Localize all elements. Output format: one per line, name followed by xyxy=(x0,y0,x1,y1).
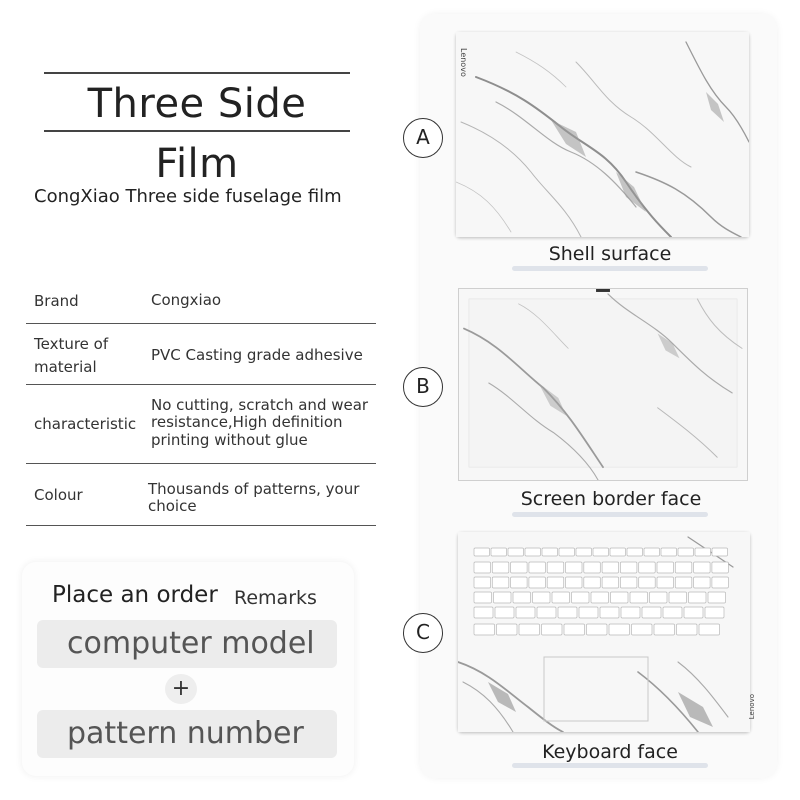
marble-texture xyxy=(456,32,749,237)
keyboard-key xyxy=(611,592,629,603)
keyboard-key xyxy=(525,548,541,556)
spec-key: Colour xyxy=(34,486,83,504)
keyboard-key xyxy=(708,592,726,603)
keyboard-key xyxy=(564,624,585,635)
spec-row-colour xyxy=(26,464,376,526)
keyboard-key xyxy=(579,607,598,618)
keyboard-key xyxy=(610,548,626,556)
keyboard-key xyxy=(663,607,682,618)
keyboard-key xyxy=(492,577,509,588)
keyboard-face-caption: Keyboard face xyxy=(542,741,678,763)
keyboard-key xyxy=(695,548,711,556)
spec-value: Thousands of patterns, your choice xyxy=(148,480,360,516)
spec-key: characteristic xyxy=(34,415,137,433)
caption-underline xyxy=(512,266,708,271)
keyboard-key xyxy=(474,562,491,573)
keyboard-key xyxy=(533,592,551,603)
keyboard-key xyxy=(678,548,694,556)
keyboard-key xyxy=(558,607,577,618)
order-card xyxy=(22,562,354,776)
shell-surface-image xyxy=(456,32,749,237)
caption-underline xyxy=(512,512,708,517)
keyboard-key xyxy=(684,607,703,618)
keyboard-key xyxy=(591,592,609,603)
keyboard-key xyxy=(547,577,564,588)
keyboard-key xyxy=(699,624,720,635)
keyboard-key xyxy=(675,562,692,573)
keyboard-key xyxy=(587,624,608,635)
keyboard-key xyxy=(639,562,656,573)
marble-texture xyxy=(458,532,750,732)
order-remarks-label: Remarks xyxy=(234,587,317,609)
keyboard-key xyxy=(642,607,661,618)
keyboard-key xyxy=(529,577,546,588)
page-title: Three Side Film xyxy=(87,81,307,187)
keyboard-key xyxy=(644,548,660,556)
keyboard-key xyxy=(497,624,518,635)
keyboard-key xyxy=(542,548,558,556)
spec-row-characteristic xyxy=(26,385,376,464)
keyboard-key xyxy=(712,577,729,588)
keyboard-key xyxy=(566,562,583,573)
keyboard-key xyxy=(620,562,637,573)
keyboard-key xyxy=(529,562,546,573)
keyboard-key xyxy=(620,577,637,588)
keyboard-key xyxy=(495,607,514,618)
keyboard-key xyxy=(491,548,507,556)
computer-model-field[interactable]: computer model xyxy=(37,620,337,668)
lenovo-logo: Lenovo xyxy=(459,48,468,77)
keyboard-key xyxy=(511,577,527,588)
keyboard-key xyxy=(474,592,492,603)
keyboard-key xyxy=(627,548,643,556)
plus-icon: + xyxy=(165,674,197,704)
keyboard-key xyxy=(632,624,653,635)
keyboard-key xyxy=(705,607,724,618)
keyboard-key xyxy=(694,577,711,588)
keyboard-key xyxy=(516,607,535,618)
keyboard-key xyxy=(572,592,590,603)
keyboard-key xyxy=(513,592,531,603)
keyboard-key xyxy=(566,577,583,588)
keyboard-key xyxy=(675,577,692,588)
keyboard-key xyxy=(657,562,674,573)
keyboard-key xyxy=(508,548,524,556)
keyboard-key xyxy=(630,592,648,603)
spec-value: Congxiao xyxy=(151,291,222,309)
keyboard-key xyxy=(712,562,729,573)
keyboard-key xyxy=(584,577,601,588)
spec-key: Brand xyxy=(34,292,79,310)
keyboard-key xyxy=(474,577,491,588)
keyboard-key xyxy=(474,624,495,635)
spec-row-brand xyxy=(26,282,376,324)
pattern-number-field[interactable]: pattern number xyxy=(37,710,337,758)
caption-underline xyxy=(512,763,708,768)
keyboard-key xyxy=(584,562,601,573)
screen-border-image xyxy=(458,288,748,481)
keyboard-key xyxy=(519,624,540,635)
marble-texture xyxy=(459,289,747,480)
keyboard-key xyxy=(669,592,687,603)
keyboard-key xyxy=(492,562,509,573)
lenovo-logo: Lenovo xyxy=(748,694,756,720)
keyboard-key xyxy=(677,624,698,635)
spec-value: No cutting, scratch and wear resistance,High definition printing without glue xyxy=(151,396,369,449)
label-b-badge: B xyxy=(403,367,443,407)
keyboard-key xyxy=(602,562,619,573)
keyboard-key xyxy=(593,548,609,556)
keyboard-key xyxy=(621,607,640,618)
keyboard-key xyxy=(576,548,592,556)
keyboard-key xyxy=(602,577,619,588)
spec-key: Texture of material xyxy=(34,335,109,377)
keyboard-key xyxy=(694,562,711,573)
keyboard-key xyxy=(474,607,493,618)
product-subtitle: CongXiao Three side fuselage film xyxy=(34,186,342,207)
keyboard-key xyxy=(600,607,619,618)
keyboard-key xyxy=(609,624,630,635)
keyboard-key xyxy=(511,562,527,573)
keyboard-face-image xyxy=(458,532,756,732)
keyboard-key xyxy=(654,624,675,635)
label-a-badge: A xyxy=(403,118,443,158)
keyboard-key xyxy=(547,562,564,573)
keyboard-key xyxy=(661,548,677,556)
label-c-badge: C xyxy=(403,613,443,653)
keyboard-key xyxy=(639,577,656,588)
title-banner xyxy=(44,72,350,187)
spec-value: PVC Casting grade adhesive xyxy=(151,346,363,364)
keyboard-key xyxy=(494,592,512,603)
keyboard-key xyxy=(552,592,570,603)
keyboard-key xyxy=(712,548,728,556)
order-title: Place an order xyxy=(52,582,218,608)
screen-border-caption: Screen border face xyxy=(520,488,702,510)
keyboard-key xyxy=(559,548,575,556)
keyboard-key xyxy=(542,624,563,635)
shell-surface-caption: Shell surface xyxy=(548,243,672,265)
keyboard-key xyxy=(689,592,707,603)
keyboard-key xyxy=(650,592,668,603)
spec-table xyxy=(26,282,376,526)
keyboard-key xyxy=(474,548,490,556)
spec-row-material xyxy=(26,324,376,385)
keyboard-key xyxy=(657,577,674,588)
keyboard-key xyxy=(537,607,556,618)
